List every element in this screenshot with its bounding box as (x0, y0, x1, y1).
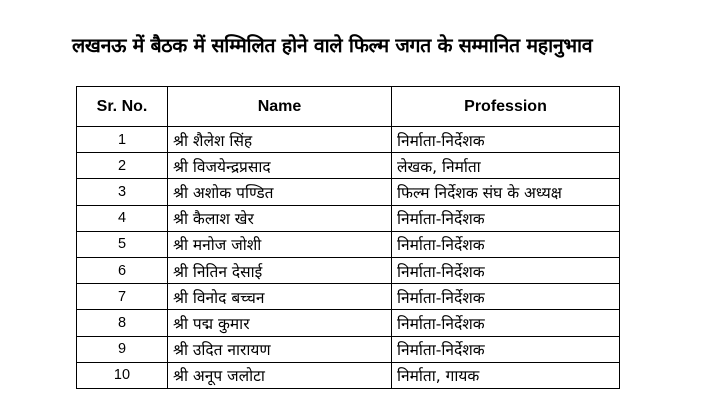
table-row (77, 310, 620, 336)
table-row (77, 153, 620, 179)
table-row (77, 231, 620, 257)
cell-profession: फिल्म निर्देशक संघ के अध्यक्ष (392, 179, 620, 205)
cell-sr-no: 2 (77, 153, 168, 179)
attendees-table (76, 86, 620, 389)
table-row (77, 127, 620, 153)
cell-sr-no: 8 (77, 310, 168, 336)
cell-name: श्री नितिन देसाई (168, 257, 392, 283)
cell-name: श्री कैलाश खेर (168, 205, 392, 231)
cell-sr-no: 3 (77, 179, 168, 205)
table-row (77, 179, 620, 205)
cell-name: श्री अनूप जलोटा (168, 362, 392, 388)
header-name: Name (168, 87, 392, 127)
cell-sr-no: 7 (77, 284, 168, 310)
cell-sr-no: 6 (77, 257, 168, 283)
cell-name: श्री पद्म कुमार (168, 310, 392, 336)
cell-profession: निर्माता-निर्देशक (392, 257, 620, 283)
cell-profession: निर्माता-निर्देशक (392, 310, 620, 336)
header-sr-no: Sr. No. (77, 87, 168, 127)
header-profession: Profession (392, 87, 620, 127)
table-header-row (77, 87, 620, 127)
table-row (77, 257, 620, 283)
cell-sr-no: 1 (77, 127, 168, 153)
cell-profession: निर्माता-निर्देशक (392, 284, 620, 310)
cell-name: श्री मनोज जोशी (168, 231, 392, 257)
cell-profession: निर्माता-निर्देशक (392, 127, 620, 153)
table-row (77, 205, 620, 231)
cell-name: श्री शैलेश सिंह (168, 127, 392, 153)
table-row (77, 336, 620, 362)
table-row (77, 362, 620, 388)
cell-profession: निर्माता-निर्देशक (392, 336, 620, 362)
cell-sr-no: 4 (77, 205, 168, 231)
cell-profession: निर्माता, गायक (392, 362, 620, 388)
cell-profession: लेखक, निर्माता (392, 153, 620, 179)
page-title: लखनऊ में बैठक में सम्मिलित होने वाले फिल्म जगत के सम्मानित महानुभाव (72, 34, 593, 57)
cell-name: श्री उदित नारायण (168, 336, 392, 362)
cell-sr-no: 9 (77, 336, 168, 362)
table-row (77, 284, 620, 310)
cell-name: श्री अशोक पण्डित (168, 179, 392, 205)
cell-sr-no: 5 (77, 231, 168, 257)
cell-sr-no: 10 (77, 362, 168, 388)
cell-profession: निर्माता-निर्देशक (392, 205, 620, 231)
cell-profession: निर्माता-निर्देशक (392, 231, 620, 257)
cell-name: श्री विजयेन्द्रप्रसाद (168, 153, 392, 179)
cell-name: श्री विनोद बच्चन (168, 284, 392, 310)
